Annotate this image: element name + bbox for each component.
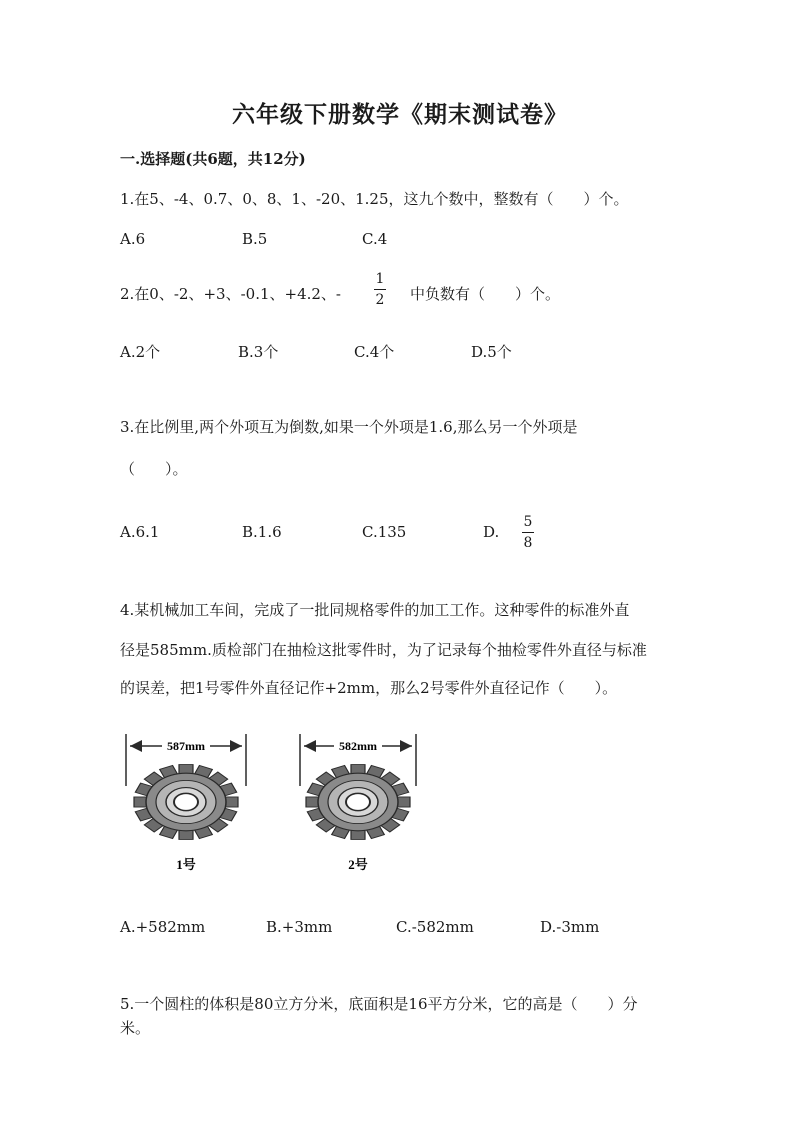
question-3-option-d: D.: [483, 523, 500, 541]
question-3-option-d-fraction: [522, 515, 534, 550]
gear-2-dimension: 582mm: [339, 739, 377, 753]
question-2-option-b: B.3个: [238, 343, 279, 361]
section-heading: 一.选择题(共6题，共12分): [120, 150, 306, 168]
question-5-line-2: 米。: [120, 1019, 151, 1037]
fraction-numerator: 1: [375, 271, 385, 287]
question-2-option-d: D.5个: [471, 343, 512, 361]
question-4-line-2: 径是585mm.质检部门在抽检这批零件时，为了记录每个抽检零件外直径与标准: [120, 641, 647, 659]
question-4-option-a: A.+582mm: [120, 918, 206, 936]
gear-1-icon: [134, 765, 238, 840]
question-4-line-3: 的误差，把1号零件外直径记作+2mm，那么2号零件外直径记作（ ）。: [120, 679, 618, 697]
question-1-option-a: A.6: [120, 230, 146, 248]
gears-illustration: [124, 726, 434, 876]
gear-2-icon: [306, 765, 410, 840]
question-3-option-b: B.1.6: [242, 523, 282, 541]
fraction-denominator: 8: [523, 535, 533, 551]
question-1-text: 1.在5、-4、0.7、0、8、1、-20、1.25，这九个数中，整数有（ ）个。: [120, 190, 629, 208]
gear-figure: [124, 726, 434, 880]
question-3-option-a: A.6.1: [120, 523, 160, 541]
question-2-option-a: A.2个: [120, 343, 161, 361]
gear-1-dimension: 587mm: [167, 739, 205, 753]
question-4-option-b: B.+3mm: [266, 918, 333, 936]
question-3-line-2: （ ）。: [120, 460, 188, 478]
question-3-option-c: C.135: [362, 523, 407, 541]
fraction-bar: [374, 289, 386, 290]
gear-2-label: 2号: [348, 857, 368, 872]
question-4-line-1: 4.某机械加工车间，完成了一批同规格零件的加工工作。这种零件的标准外直: [120, 601, 630, 619]
question-2-text-after: 中负数有（ ）个。: [410, 285, 561, 303]
fraction-bar: [522, 532, 534, 533]
question-1-option-c: C.4: [362, 230, 388, 248]
question-3-line-1: 3.在比例里,两个外项互为倒数,如果一个外项是1.6,那么另一个外项是: [120, 418, 578, 436]
fraction-numerator: 5: [523, 514, 533, 530]
page-title: 六年级下册数学《期末测试卷》: [232, 101, 568, 128]
question-4-option-d: D.-3mm: [540, 918, 600, 936]
question-4-option-c: C.-582mm: [396, 918, 474, 936]
gear-1-label: 1号: [176, 857, 196, 872]
question-5-line-1: 5.一个圆柱的体积是80立方分米，底面积是16平方分米，它的高是（ ）分: [120, 995, 638, 1013]
question-2-text-before: 2.在0、-2、+3、-0.1、+4.2、-: [120, 285, 341, 303]
question-2-fraction: [374, 272, 386, 307]
fraction-denominator: 2: [375, 292, 385, 308]
question-2-option-c: C.4个: [354, 343, 395, 361]
question-1-option-b: B.5: [242, 230, 268, 248]
